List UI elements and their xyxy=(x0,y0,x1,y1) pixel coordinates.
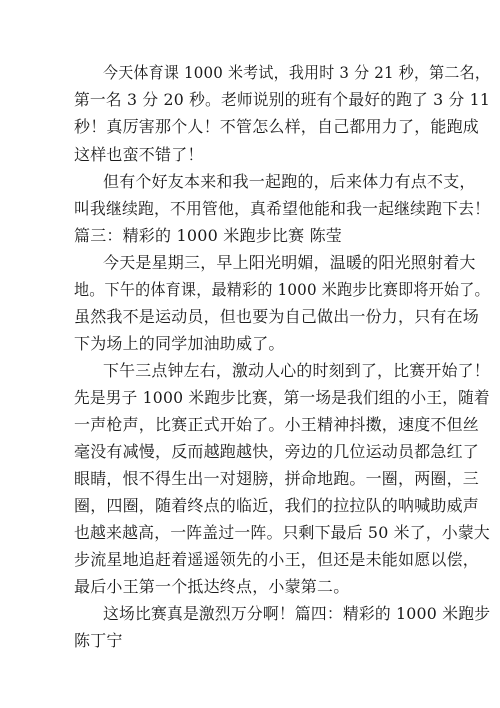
text-line: 毫没有减慢，反而越跑越快，旁边的几位运动员都急红了 xyxy=(74,442,480,461)
text-line: 陈丁宁 xyxy=(74,631,123,650)
section-heading: 篇三：精彩的 1000 米跑步比赛 陈莹 xyxy=(74,226,342,245)
text-line: 先是男子 1000 米跑步比赛，第一场是我们组的小王，随着 xyxy=(74,388,490,407)
text-line: 眼睛，恨不得生出一对翅膀，拼命地跑。一圈，两圈，三 xyxy=(74,469,480,488)
text-line: 今天体育课 1000 米考试，我用时 3 分 21 秒，第二名， xyxy=(103,63,491,82)
text-line: 步流星地追赶着遥遥领先的小王，但还是未能如愿以偿， xyxy=(74,550,480,569)
text-line: 这场比赛真是激烈万分啊！篇四：精彩的 1000 米跑步 xyxy=(103,604,491,623)
text-line: 一声枪声，比赛正式开始了。小王精神抖擞，速度不但丝 xyxy=(74,415,480,434)
text-line: 下为场上的同学加油助威了。 xyxy=(74,334,285,353)
text-line: 但有个好友本来和我一起跑的，后来体力有点不支， xyxy=(103,172,476,191)
text-line: 最后小王第一个抵达终点，小蒙第二。 xyxy=(74,577,350,596)
text-line: 圈，四圈，随着终点的临近，我们的拉拉队的呐喊助威声 xyxy=(74,496,480,515)
text-line: 秒！真厉害那个人！不管怎么样，自己都用力了，能跑成 xyxy=(74,117,480,136)
text-line: 虽然我不是运动员，但也要为自己做出一份力，只有在场 xyxy=(74,307,480,326)
text-line: 地。下午的体育课，最精彩的 1000 米跑步比赛即将开始了。 xyxy=(74,280,490,299)
text-line: 第一名 3 分 20 秒。老师说别的班有个最好的跑了 3 分 11 xyxy=(74,90,491,109)
text-line: 今天是星期三，早上阳光明媚，温暖的阳光照射着大 xyxy=(103,253,476,272)
text-line: 也越来越高，一阵盖过一阵。只剩下最后 50 米了，小蒙大 xyxy=(74,523,490,542)
text-line: 叫我继续跑，不用管他，真希望他能和我一起继续跑下去！ xyxy=(74,199,491,218)
text-line: 这样也蛮不错了！ xyxy=(74,145,204,164)
text-line: 下午三点钟左右，激动人心的时刻到了，比赛开始了！ xyxy=(103,361,490,380)
